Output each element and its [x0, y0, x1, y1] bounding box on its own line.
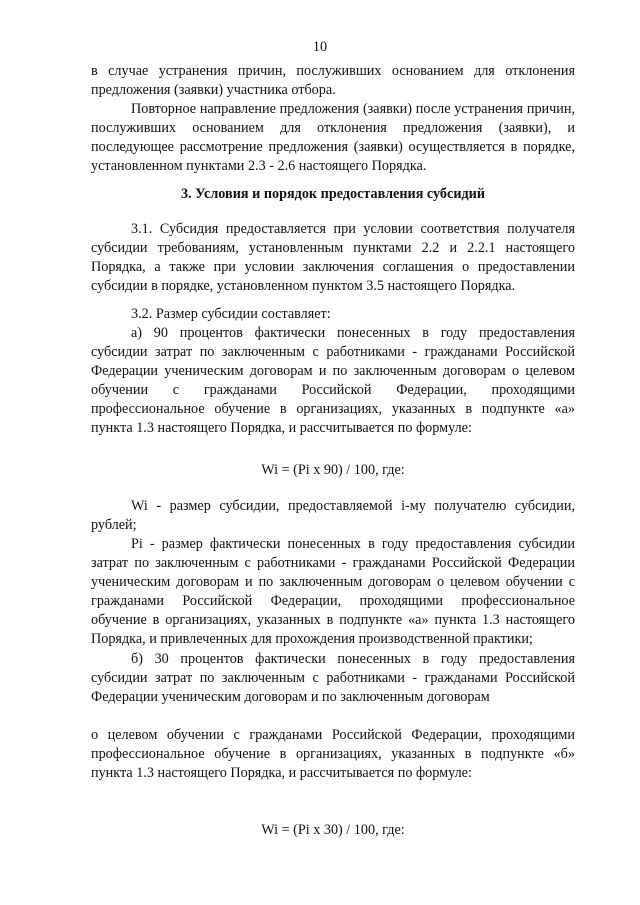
page-number: 10: [312, 39, 328, 55]
paragraph-subitem-b: б) 30 процентов фактически понесенных в году предоставления субсидии затрат по заключенным с работниками - гражданами Российской Федерации ученическим договорам и по заключенным договорам: [91, 651, 575, 705]
definition-pi: Pi - размер фактически понесенных в году предоставления субсидии затрат по заключенным с работниками - гражданами Российской Федерации ученическим договорам и по заключенным договорам о целевом обучении с гражданами Российской Федерации, проходящими профессиональное обучение в организациях, указанных в подпункте «а» пункта 1.3 настоящего Порядка, и привлеченных для прохождения производственной практики;: [91, 536, 575, 647]
definition-wi: Wi - размер субсидии, предоставляемой i-му получателю субсидии, рублей;: [91, 498, 575, 533]
paragraph-continuation: в случае устранения причин, послуживших основанием для отклонения предложения (заявки) участника отбора.: [91, 63, 575, 98]
paragraph-resubmission: Повторное направление предложения (заявки) после устранения причин, послуживших основанием для отклонения предложения (заявки), и последующее рассмотрение предложения (заявки) осуществляется в порядке, установленном пунктами 2.3 - 2.6 настоящего Порядка.: [91, 101, 575, 174]
formula-30: Wi = (Pi x 30) / 100, где:: [261, 822, 405, 838]
paragraph-subitem-b-continuation: о целевом обучении с гражданами Российской Федерации, проходящими профессиональное обучение в организациях, указанных в подпункте «б» пункта 1.3 настоящего Порядка, и рассчитывается по формуле:: [91, 727, 575, 781]
section-heading: 3. Условия и порядок предоставления субсидий: [180, 186, 486, 202]
paragraph-3-2: 3.2. Размер субсидии составляет:: [131, 306, 331, 322]
paragraph-3-1: 3.1. Субсидия предоставляется при условии соответствия получателя субсидии требованиям, установленным пунктами 2.2 и 2.2.1 настоящего Порядка, а также при условии заключения соглашения о предоставлении субсидии в порядке, установленном пунктом 3.5 настоящего Порядка.: [91, 221, 575, 294]
paragraph-subitem-a: а) 90 процентов фактически понесенных в году предоставления субсидии затрат по заключенным с работниками - гражданами Российской Федерации ученическим договорам и по заключенным договорам о целевом обучении с гражданами Российской Федерации, проходящими профессиональное обучение в организациях, указанных в подпункте «а» пункта 1.3 настоящего Порядка, и рассчитывается по формуле:: [91, 325, 575, 436]
formula-90: Wi = (Pi x 90) / 100, где:: [261, 462, 405, 478]
